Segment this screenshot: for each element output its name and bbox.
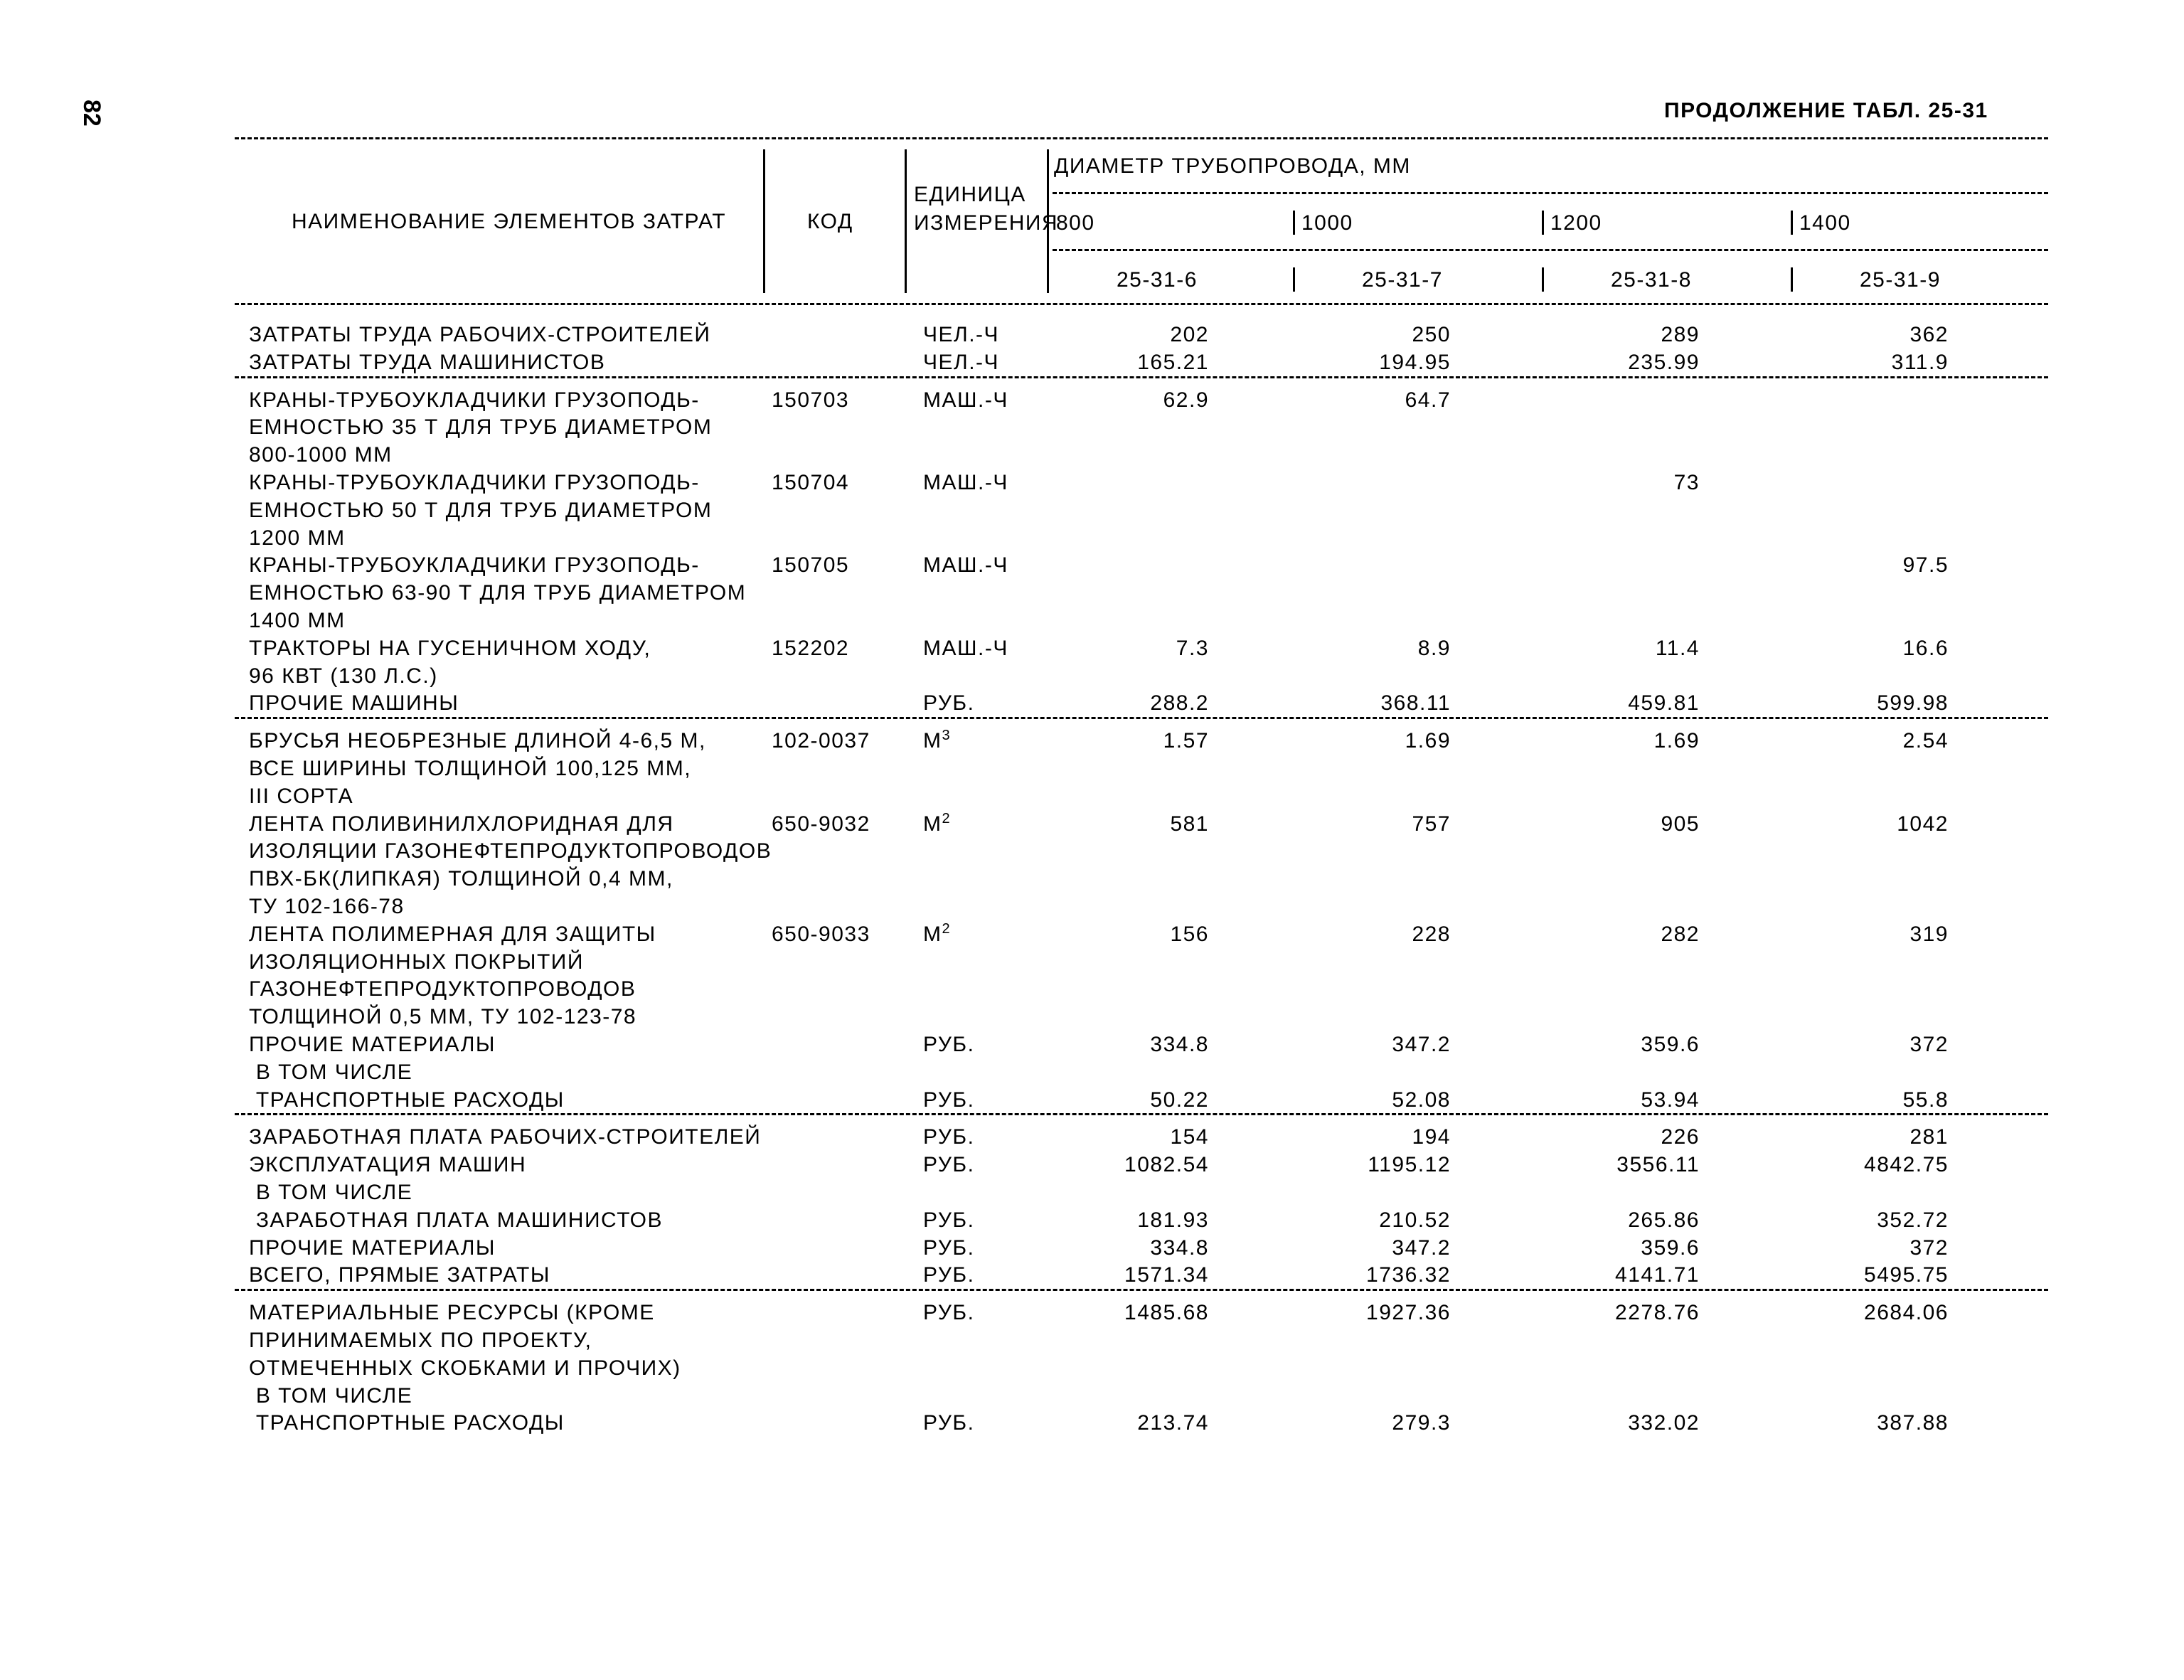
group-separator-rule	[235, 717, 2048, 719]
row-value-col-1: 1.69	[1405, 729, 1451, 753]
row-value-col-0: 1485.68	[1124, 1301, 1209, 1325]
row-value-col-2: 289	[1661, 323, 1700, 346]
row-unit: РУБ.	[923, 1125, 975, 1149]
row-name-line: ЗАРАБОТНАЯ ПЛАТА РАБОЧИХ-СТРОИТЕЛЕЙ	[249, 1125, 762, 1149]
row-value-col-2: 3556.11	[1616, 1153, 1700, 1177]
row-value-col-0: 1.57	[1163, 729, 1209, 753]
row-value-col-0: 334.8	[1150, 1033, 1209, 1056]
row-unit: РУБ.	[923, 691, 975, 716]
row-code: 152202	[772, 636, 850, 660]
row-unit: МАШ.-Ч	[923, 636, 1008, 660]
row-unit: $М^3$	[923, 728, 952, 753]
column-separator	[1542, 211, 1544, 235]
row-unit: РУБ.	[923, 1235, 975, 1260]
row-value-col-1: 52.08	[1392, 1088, 1451, 1112]
row-name-line: В ТОМ ЧИСЛЕ	[249, 1060, 413, 1084]
header-diameter-title: ДИАМЕТР ТРУБОПРОВОДА, ММ	[1054, 154, 1411, 178]
row-code: 150703	[772, 388, 850, 412]
row-code: 150704	[772, 471, 850, 494]
row-value-col-3: 372	[1909, 1033, 1949, 1056]
header-name-column: НАИМЕНОВАНИЕ ЭЛЕМЕНТОВ ЗАТРАТ	[292, 210, 727, 233]
row-name-line: МАТЕРИАЛЬНЫЕ РЕСУРСЫ (КРОМЕ	[249, 1301, 655, 1325]
row-value-col-3: 55.8	[1902, 1088, 1949, 1112]
row-value-col-1: 347.2	[1392, 1033, 1451, 1056]
header-diameter-1: 1000	[1301, 211, 1353, 235]
column-separator	[763, 149, 765, 293]
row-value-col-2: 282	[1661, 922, 1700, 946]
row-value-col-0: 202	[1170, 323, 1209, 346]
row-name-line: ТРАНСПОРТНЫЕ РАСХОДЫ	[249, 1411, 565, 1435]
row-name-line: ЗАРАБОТНАЯ ПЛАТА МАШИНИСТОВ	[249, 1208, 664, 1232]
header-code-3: 25-31-9	[1860, 268, 1941, 292]
column-separator	[905, 149, 907, 293]
row-value-col-3: 16.6	[1902, 636, 1949, 660]
row-name-line: ОТМЕЧЕННЫХ СКОБКАМИ И ПРОЧИХ)	[249, 1356, 681, 1380]
row-name-line: ЗАТРАТЫ ТРУДА РАБОЧИХ-СТРОИТЕЛЕЙ	[249, 323, 711, 346]
group-separator-rule	[235, 1113, 2048, 1115]
column-separator	[1293, 267, 1295, 292]
header-diameter-0: 800	[1056, 211, 1095, 235]
row-value-col-1: 228	[1412, 922, 1451, 946]
row-name-line: ИЗОЛЯЦИИ ГАЗОНЕФТЕПРОДУКТОПРОВОДОВ	[249, 839, 772, 863]
column-separator	[1542, 267, 1544, 292]
header-code-2: 25-31-8	[1611, 268, 1692, 292]
row-value-col-2: 332.02	[1628, 1411, 1700, 1435]
group-separator-rule	[235, 1289, 2048, 1291]
header-unit-column-line2: ИЗМЕРЕНИЯ	[914, 211, 1059, 235]
row-value-col-0: 581	[1170, 812, 1209, 836]
row-unit: РУБ.	[923, 1088, 975, 1112]
column-separator	[1791, 211, 1793, 235]
row-name-line: ПВХ-БК(ЛИПКАЯ) ТОЛЩИНОЙ 0,4 ММ,	[249, 867, 673, 891]
row-unit: РУБ.	[923, 1301, 975, 1325]
row-value-col-2: 359.6	[1641, 1033, 1700, 1056]
row-value-col-3: 362	[1909, 323, 1949, 346]
table-continuation-title: ПРОДОЛЖЕНИЕ ТАБЛ. 25-31	[1664, 99, 1988, 122]
row-unit: МАШ.-Ч	[923, 388, 1008, 412]
header-top-rule	[235, 137, 2048, 139]
row-name-line: ПРОЧИЕ МАТЕРИАЛЫ	[249, 1033, 496, 1056]
row-name-line: КРАНЫ-ТРУБОУКЛАДЧИКИ ГРУЗОПОДЬ-	[249, 388, 700, 412]
unit-exponent: 3	[942, 728, 952, 744]
row-value-col-2: 459.81	[1628, 691, 1700, 716]
row-value-col-1: 210.52	[1379, 1208, 1451, 1232]
header-bottom-rule	[235, 303, 2048, 305]
row-unit: РУБ.	[923, 1208, 975, 1232]
header-code-column: КОД	[807, 210, 853, 233]
row-value-col-3: 4842.75	[1864, 1153, 1949, 1177]
row-value-col-0: 1082.54	[1124, 1153, 1209, 1177]
row-value-col-1: 8.9	[1417, 636, 1451, 660]
row-name-line: ПРИНИМАЕМЫХ ПО ПРОЕКТУ,	[249, 1329, 592, 1352]
header-diameter-2: 1200	[1550, 211, 1602, 235]
row-value-col-3: 2684.06	[1864, 1301, 1949, 1325]
row-unit: ЧЕЛ.-Ч	[923, 350, 1000, 374]
row-value-col-0: 62.9	[1163, 388, 1209, 412]
row-name-line: В ТОМ ЧИСЛЕ	[249, 1383, 413, 1408]
code-sub-rule	[1053, 249, 2048, 251]
row-value-col-1: 279.3	[1392, 1411, 1451, 1435]
row-value-col-1: 194	[1412, 1125, 1451, 1149]
row-value-col-2: 11.4	[1655, 636, 1700, 660]
row-name-line: ЕМНОСТЬЮ 63-90 Т ДЛЯ ТРУБ ДИАМЕТРОМ	[249, 581, 747, 605]
row-value-col-1: 757	[1412, 812, 1451, 836]
row-unit: РУБ.	[923, 1153, 975, 1177]
row-code: 150705	[772, 553, 850, 578]
header-code-0: 25-31-6	[1117, 268, 1198, 292]
row-name-line: ЕМНОСТЬЮ 35 Т ДЛЯ ТРУБ ДИАМЕТРОМ	[249, 415, 713, 440]
diameter-sub-rule	[1053, 192, 2048, 194]
row-unit: РУБ.	[923, 1411, 975, 1435]
row-name-line: 1400 ММ	[249, 609, 346, 632]
row-code: 102-0037	[772, 729, 870, 753]
row-unit: МАШ.-Ч	[923, 553, 1008, 578]
row-value-col-2: 265.86	[1628, 1208, 1700, 1232]
row-value-col-3: 5495.75	[1864, 1263, 1949, 1287]
row-name-line: ЛЕНТА ПОЛИВИНИЛХЛОРИДНАЯ ДЛЯ	[249, 812, 674, 836]
header-code-1: 25-31-7	[1362, 268, 1443, 292]
row-code: 650-9033	[772, 922, 870, 946]
row-name-line: 96 КВТ (130 Л.С.)	[249, 664, 438, 688]
row-value-col-0: 7.3	[1176, 636, 1209, 660]
row-value-col-2: 53.94	[1641, 1088, 1700, 1112]
row-value-col-3: 2.54	[1902, 729, 1949, 753]
row-name-line: ТРАНСПОРТНЫЕ РАСХОДЫ	[249, 1088, 565, 1112]
row-value-col-3: 97.5	[1902, 553, 1949, 578]
row-value-col-2: 359.6	[1641, 1235, 1700, 1260]
row-value-col-0: 1571.34	[1124, 1263, 1209, 1287]
unit-exponent: 2	[942, 810, 952, 826]
row-value-col-1: 368.11	[1380, 691, 1451, 716]
row-name-line: ЗАТРАТЫ ТРУДА МАШИНИСТОВ	[249, 350, 606, 374]
row-value-col-2: 226	[1661, 1125, 1700, 1149]
row-value-col-1: 64.7	[1405, 388, 1451, 412]
row-value-col-1: 194.95	[1379, 350, 1451, 374]
row-unit: $М^2$	[923, 920, 952, 946]
row-value-col-3: 281	[1909, 1125, 1949, 1149]
row-value-col-1: 347.2	[1392, 1235, 1451, 1260]
row-code: 650-9032	[772, 812, 870, 836]
row-name-line: ЛЕНТА ПОЛИМЕРНАЯ ДЛЯ ЗАЩИТЫ	[249, 922, 656, 946]
row-name-line: БРУСЬЯ НЕОБРЕЗНЫЕ ДЛИНОЙ 4-6,5 М,	[249, 729, 706, 753]
row-name-line: ТОЛЩИНОЙ 0,5 ММ, ТУ 102-123-78	[249, 1005, 637, 1029]
row-unit: РУБ.	[923, 1033, 975, 1056]
row-value-col-1: 250	[1412, 323, 1451, 346]
group-separator-rule	[235, 376, 2048, 378]
row-name-line: ИЗОЛЯЦИОННЫХ ПОКРЫТИЙ	[249, 950, 584, 974]
row-unit: $М^2$	[923, 810, 952, 836]
row-value-col-0: 334.8	[1150, 1235, 1209, 1260]
row-value-col-0: 288.2	[1150, 691, 1209, 716]
row-value-col-1: 1927.36	[1366, 1301, 1451, 1325]
row-value-col-3: 319	[1909, 922, 1949, 946]
row-name-line: В ТОМ ЧИСЛЕ	[249, 1181, 413, 1204]
row-name-line: ЕМНОСТЬЮ 50 Т ДЛЯ ТРУБ ДИАМЕТРОМ	[249, 498, 713, 522]
row-value-col-0: 50.22	[1150, 1088, 1209, 1112]
row-name-line: ТУ 102-166-78	[249, 895, 405, 918]
page-number: 82	[78, 100, 105, 127]
row-name-line: ПРОЧИЕ МАТЕРИАЛЫ	[249, 1235, 496, 1260]
row-name-line: ВСЕГО, ПРЯМЫЕ ЗАТРАТЫ	[249, 1263, 550, 1287]
row-value-col-0: 156	[1170, 922, 1209, 946]
row-name-line: ГАЗОНЕФТЕПРОДУКТОПРОВОДОВ	[249, 977, 636, 1001]
row-value-col-2: 73	[1673, 471, 1700, 494]
row-unit: РУБ.	[923, 1263, 975, 1287]
row-value-col-0: 165.21	[1137, 350, 1209, 374]
row-value-col-2: 2278.76	[1615, 1301, 1700, 1325]
row-value-col-2: 235.99	[1628, 350, 1700, 374]
row-value-col-1: 1736.32	[1366, 1263, 1451, 1287]
row-value-col-3: 372	[1909, 1235, 1949, 1260]
row-value-col-0: 181.93	[1137, 1208, 1209, 1232]
row-value-col-3: 311.9	[1891, 350, 1949, 374]
column-separator	[1293, 211, 1295, 235]
header-diameter-3: 1400	[1799, 211, 1851, 235]
row-name-line: 800-1000 ММ	[249, 443, 393, 467]
row-name-line: ЭКСПЛУАТАЦИЯ МАШИН	[249, 1153, 527, 1177]
row-name-line: 1200 ММ	[249, 526, 346, 550]
row-value-col-2: 4141.71	[1615, 1263, 1700, 1287]
row-value-col-3: 599.98	[1877, 691, 1949, 716]
row-value-col-3: 387.88	[1877, 1411, 1949, 1435]
row-value-col-1: 1195.12	[1368, 1153, 1451, 1177]
row-value-col-0: 213.74	[1137, 1411, 1209, 1435]
row-name-line: КРАНЫ-ТРУБОУКЛАДЧИКИ ГРУЗОПОДЬ-	[249, 471, 700, 494]
row-value-col-3: 352.72	[1877, 1208, 1949, 1232]
row-name-line: III СОРТА	[249, 784, 354, 808]
row-name-line: ВСЕ ШИРИНЫ ТОЛЩИНОЙ 100,125 ММ,	[249, 757, 692, 780]
row-unit: МАШ.-Ч	[923, 471, 1008, 494]
row-value-col-2: 905	[1661, 812, 1700, 836]
unit-exponent: 2	[942, 920, 952, 937]
header-unit-column-line1: ЕДИНИЦА	[914, 183, 1026, 206]
row-name-line: КРАНЫ-ТРУБОУКЛАДЧИКИ ГРУЗОПОДЬ-	[249, 553, 700, 578]
row-value-col-0: 154	[1170, 1125, 1209, 1149]
row-value-col-3: 1042	[1897, 812, 1949, 836]
row-unit: ЧЕЛ.-Ч	[923, 323, 1000, 346]
row-name-line: ПРОЧИЕ МАШИНЫ	[249, 691, 459, 716]
column-separator	[1791, 267, 1793, 292]
row-value-col-2: 1.69	[1653, 729, 1700, 753]
row-name-line: ТРАКТОРЫ НА ГУСЕНИЧНОМ ХОДУ,	[249, 636, 651, 660]
